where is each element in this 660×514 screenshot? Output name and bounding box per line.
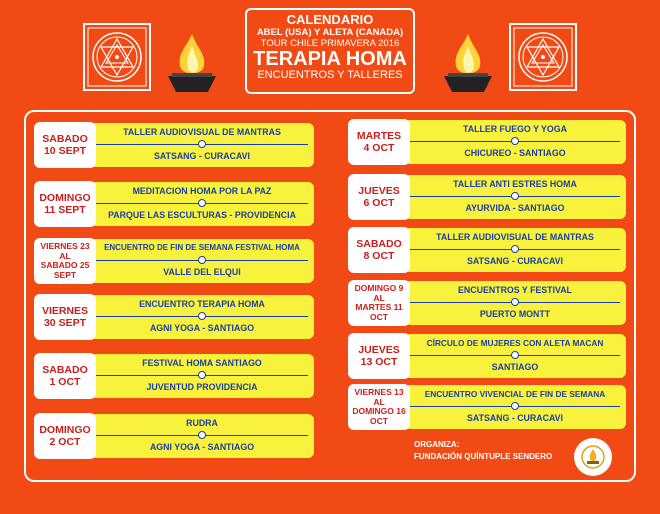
event-place: PARQUE LAS ESCULTURAS - PROVIDENCIA	[108, 210, 296, 220]
event-date: JUEVES 13 OCT	[348, 333, 410, 379]
event-card	[348, 333, 626, 379]
foundation-logo	[574, 438, 612, 476]
event-panel	[404, 120, 626, 164]
divider-dot	[198, 256, 206, 264]
divider-dot	[511, 402, 519, 410]
event-date: DOMINGO 9 AL MARTES 11 OCT	[348, 280, 410, 326]
event-panel	[404, 385, 626, 429]
divider-dot	[198, 140, 206, 148]
event-title: CÍRCULO DE MUJERES CON ALETA MACAN	[426, 338, 604, 348]
event-panel	[404, 334, 626, 378]
main-title: TERAPIA HOMA	[253, 48, 407, 70]
event-card	[348, 384, 626, 430]
event-card	[34, 181, 314, 227]
event-card	[34, 294, 314, 340]
event-title: ENCUENTROS Y FESTIVAL	[458, 285, 572, 295]
divider-dot	[511, 298, 519, 306]
event-card	[34, 413, 314, 459]
event-place: JUVENTUD PROVIDENCIA	[146, 382, 258, 392]
divider-dot	[198, 431, 206, 439]
event-title: TALLER AUDIOVISUAL DE MANTRAS	[436, 232, 594, 242]
sri-yantra-icon	[508, 22, 578, 92]
organizer-name: FUNDACIÓN QUÍNTUPLE SENDERO	[414, 452, 553, 461]
event-date: SABADO 8 OCT	[348, 227, 410, 273]
presenters-line: ABEL (USA) Y ALETA (CANADA)	[256, 27, 404, 38]
event-panel	[90, 295, 314, 339]
event-panel	[90, 239, 314, 283]
event-place: AGNI YOGA - SANTIAGO	[149, 323, 255, 333]
event-card	[348, 119, 626, 165]
event-title: ENCUENTRO DE FIN DE SEMANA FESTIVAL HOMA	[104, 243, 300, 252]
event-place: AYURVIDA - SANTIAGO	[465, 203, 565, 213]
event-panel	[90, 182, 314, 226]
event-place: VALLE DEL ELQUI	[163, 267, 241, 277]
event-date: VIERNES 23 AL SABADO 25 SEPT	[34, 238, 96, 284]
event-card	[348, 227, 626, 273]
homa-fire-icon	[164, 30, 220, 100]
event-title: TALLER ANTI ESTRES HOMA	[453, 179, 577, 189]
event-place: CHICUREO - SANTIAGO	[464, 148, 566, 158]
event-place: PUERTO MONTT	[479, 309, 551, 319]
event-panel	[404, 281, 626, 325]
event-place: SATSANG - CURACAVI	[467, 256, 563, 266]
foundation-logo-icon	[580, 444, 606, 470]
event-place: SANTIAGO	[491, 362, 539, 372]
event-panel	[404, 228, 626, 272]
event-date: SABADO 1 OCT	[34, 353, 96, 399]
organizer-label: ORGANIZA:	[414, 440, 460, 449]
event-title: RUDRA	[186, 418, 218, 428]
divider-dot	[511, 137, 519, 145]
event-place: AGNI YOGA - SANTIAGO	[149, 442, 255, 452]
event-date: VIERNES 30 SEPT	[34, 294, 96, 340]
event-title: TALLER AUDIOVISUAL DE MANTRAS	[123, 127, 281, 137]
event-date: SABADO 10 SEPT	[34, 122, 96, 168]
event-title: ENCUENTRO VIVENCIAL DE FIN DE SEMANA	[424, 389, 606, 399]
event-title: MEDITACION HOMA POR LA PAZ	[132, 186, 272, 196]
event-title: FESTIVAL HOMA SANTIAGO	[142, 358, 262, 368]
event-card	[34, 353, 314, 399]
event-panel	[404, 175, 626, 219]
event-date: JUEVES 6 OCT	[348, 174, 410, 220]
event-date: DOMINGO 2 OCT	[34, 413, 96, 459]
divider-dot	[511, 192, 519, 200]
homa-fire-icon	[440, 30, 496, 100]
divider-dot	[198, 312, 206, 320]
sri-yantra-icon	[82, 22, 152, 92]
event-panel	[90, 123, 314, 167]
event-date: MARTES 4 OCT	[348, 119, 410, 165]
event-place: SATSANG - CURACAVI	[467, 413, 563, 423]
divider-dot	[198, 199, 206, 207]
divider-dot	[511, 245, 519, 253]
event-panel	[90, 414, 314, 458]
event-title: ENCUENTRO TERAPIA HOMA	[139, 299, 265, 309]
event-card	[34, 238, 314, 284]
event-card	[348, 174, 626, 220]
event-card	[34, 122, 314, 168]
header-title-box	[245, 8, 415, 94]
event-date: VIERNES 13 AL DOMINGO 16 OCT	[348, 384, 410, 430]
organizer-block	[414, 439, 552, 463]
event-date: DOMINGO 11 SEPT	[34, 181, 96, 227]
event-title: TALLER FUEGO Y YOGA	[463, 124, 567, 134]
event-panel	[90, 354, 314, 398]
tour-line: TOUR CHILE PRIMAVERA 2016	[260, 38, 400, 49]
event-card	[348, 280, 626, 326]
divider-dot	[198, 371, 206, 379]
divider-dot	[511, 351, 519, 359]
calendar-heading: CALENDARIO	[286, 12, 374, 27]
subtitle: ENCUENTROS Y TALLERES	[257, 69, 403, 81]
event-place: SATSANG - CURACAVI	[154, 151, 250, 161]
